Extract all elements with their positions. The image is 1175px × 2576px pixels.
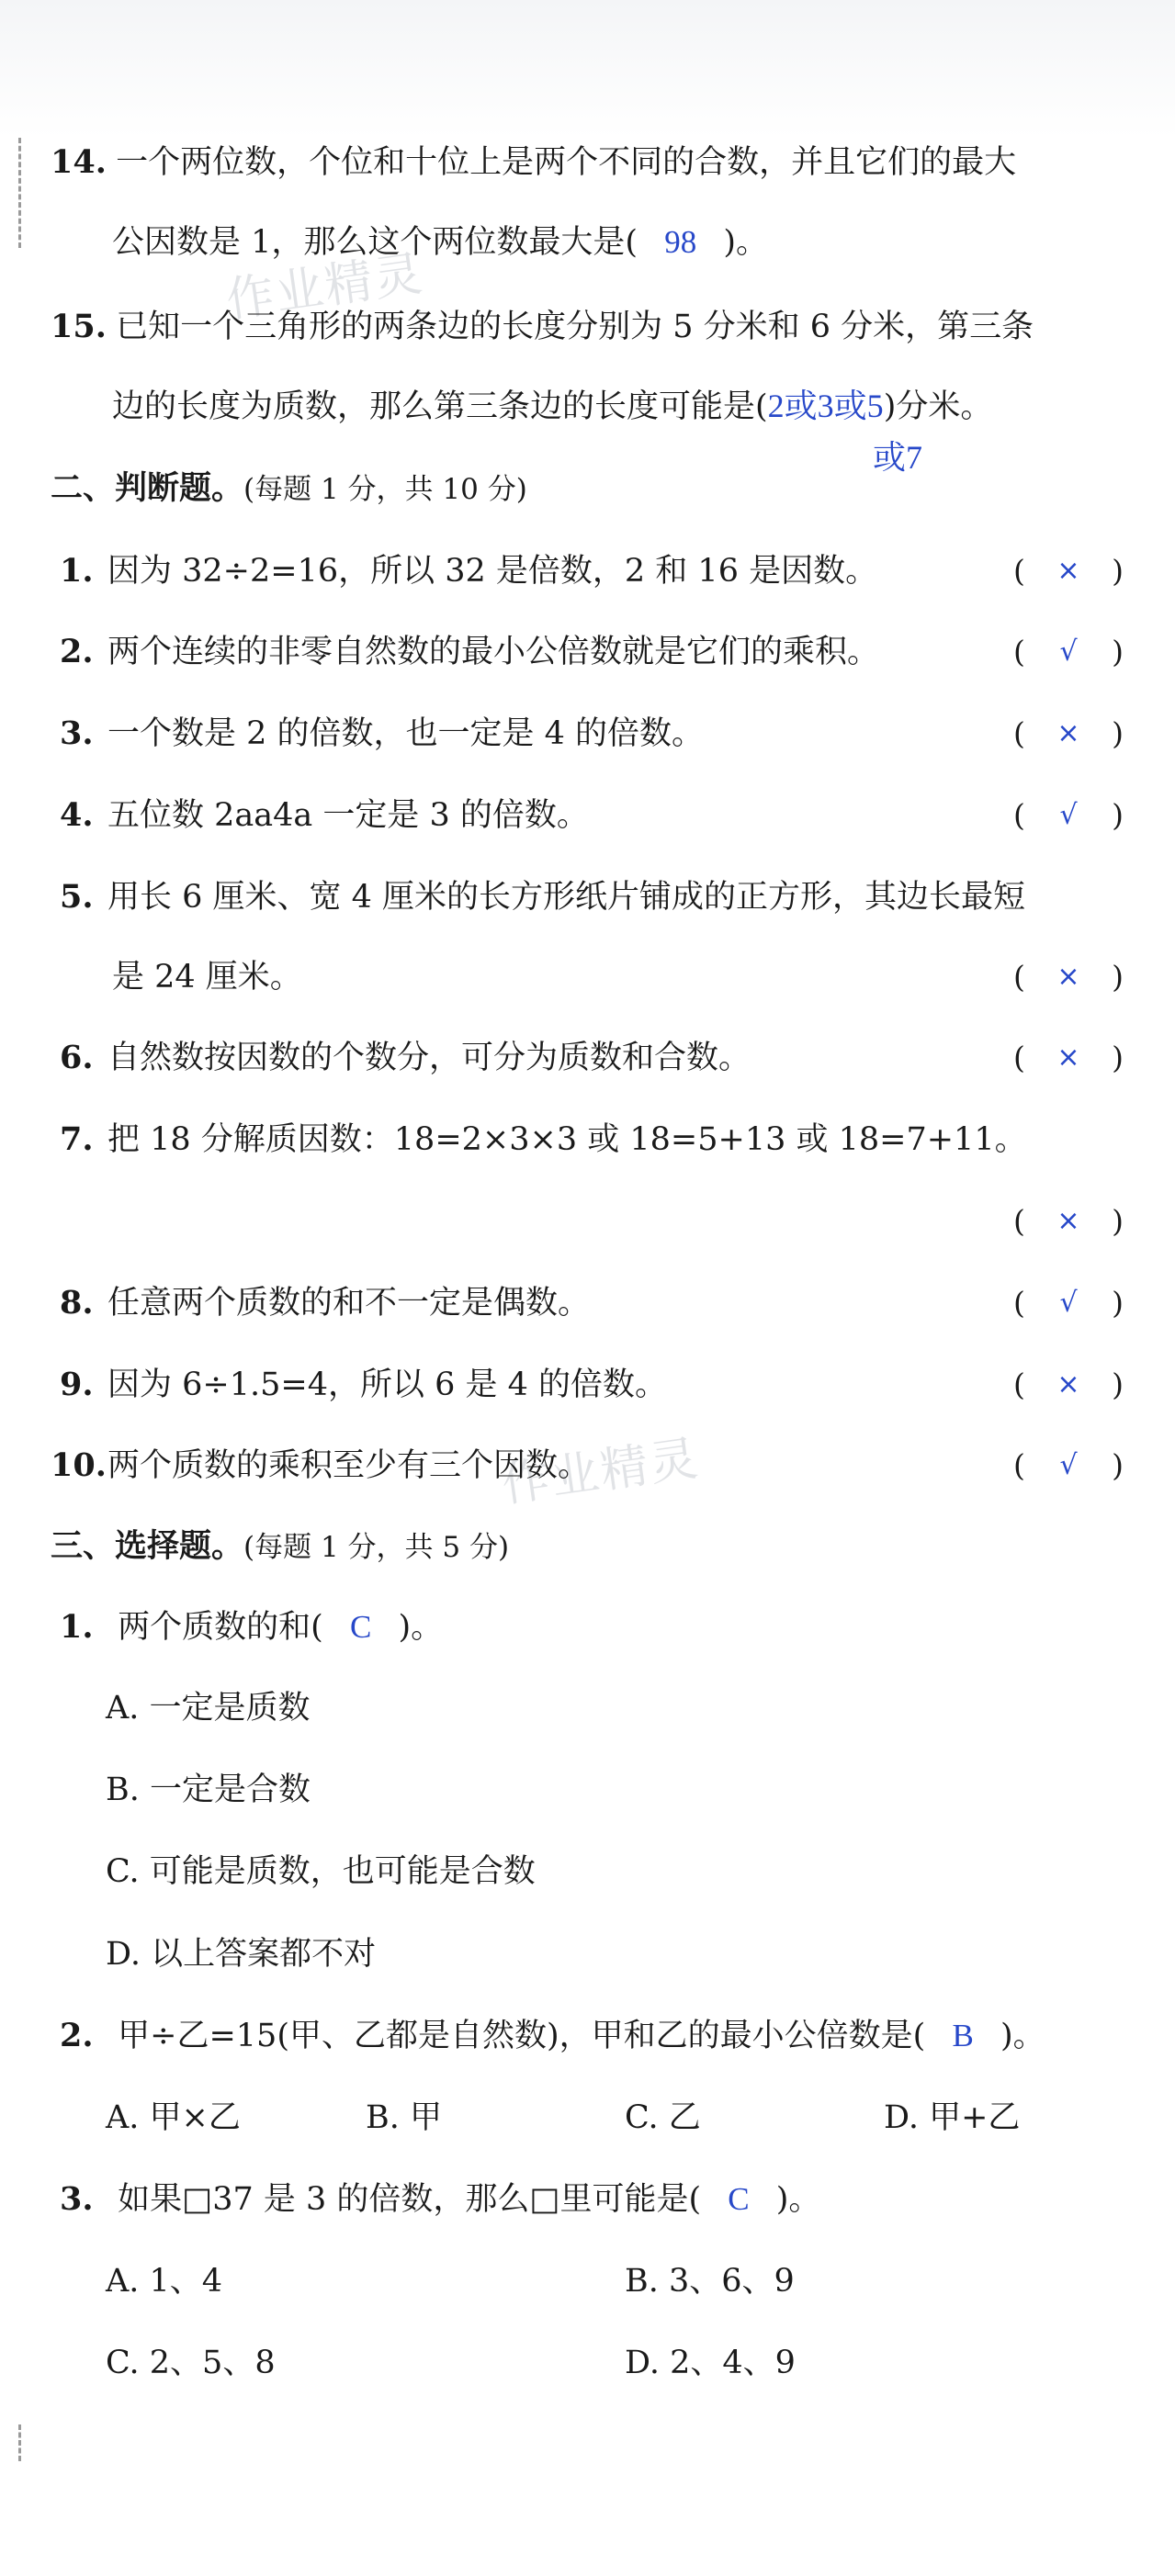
judge-item-10 [51, 1445, 590, 1486]
question-15-line2 [112, 386, 992, 427]
question-number: 1. [60, 1608, 94, 1646]
paren-right: ) [1112, 1040, 1124, 1075]
question-text: 边的长度为质数，那么第三条边的长度可能是( [112, 388, 768, 425]
top-margin [0, 0, 1175, 138]
judge-answer-10 [1013, 1445, 1124, 1486]
cross-mark-icon: × [1056, 1041, 1080, 1074]
judge-item-6 [60, 1038, 751, 1078]
watermark-top: 作业精灵 [222, 246, 427, 329]
judge-item-3 [60, 714, 704, 754]
question-text: 是 24 厘米。 [112, 959, 302, 996]
question-text: 因为 6÷1.5=4，所以 6 是 4 的倍数。 [107, 1367, 668, 1403]
question-14-line2 [112, 222, 768, 263]
judge-item-4 [60, 795, 589, 836]
choice-3-option-c: C. 2、5、8 [106, 2345, 276, 2381]
section-2-title [51, 468, 527, 510]
section-3-title [51, 1526, 509, 1568]
question-text: 两个质数的乘积至少有三个因数。 [107, 1447, 591, 1484]
section-title: 三、选择题。 [51, 1527, 244, 1565]
choice-1-option-d: D. 以上答案都不对 [106, 1936, 377, 1973]
question-number: 14. [51, 143, 107, 181]
binding-line-bottom [18, 2424, 21, 2461]
judge-answer-8 [1013, 1283, 1124, 1323]
judge-item-5-line2 [112, 957, 302, 997]
question-15-line1 [51, 307, 1034, 347]
cross-mark-icon: × [1056, 717, 1080, 749]
question-text: 两个质数的和( [118, 1609, 323, 1646]
question-text: )。 [1000, 2018, 1045, 2054]
question-number: 1. [60, 552, 94, 590]
judge-item-2 [60, 632, 879, 672]
judge-answer-1 [1013, 551, 1124, 591]
paren-left: ( [1013, 959, 1025, 995]
question-14-line1 [51, 142, 1016, 183]
question-number: 7. [60, 1120, 94, 1158]
question-number: 15. [51, 308, 107, 345]
question-number: 10. [51, 1446, 107, 1484]
judge-answer-6 [1013, 1038, 1124, 1078]
paren-right: ) [1112, 959, 1124, 995]
paren-left: ( [1013, 1040, 1025, 1075]
choice-3-stem [60, 2179, 820, 2220]
paren-right: ) [1112, 1367, 1124, 1402]
paren-right: ) [1112, 797, 1124, 833]
answer-handwritten-extra: 或7 [873, 439, 923, 476]
judge-item-5 [60, 877, 1025, 917]
judge-answer-3 [1013, 714, 1124, 754]
question-text: 公因数是 1，那么这个两位数最大是( [112, 224, 638, 261]
choice-2-option-a: A. 甲×乙 [106, 2099, 241, 2136]
cross-mark-icon: × [1056, 1205, 1080, 1237]
watermark-middle: 作业精灵 [498, 1431, 703, 1513]
check-mark-icon: √ [1059, 1449, 1078, 1481]
paren-right: ) [1112, 715, 1124, 751]
choice-3-option-b: B. 3、6、9 [625, 2263, 795, 2300]
choice-1-option-b: B. 一定是合数 [106, 1772, 311, 1808]
judge-answer-4 [1013, 795, 1124, 836]
choice-1-option-a: A. 一定是质数 [106, 1690, 311, 1727]
question-number: 5. [60, 878, 94, 916]
question-number: 2. [60, 633, 94, 670]
paren-left: ( [1013, 1203, 1025, 1239]
question-text: 因为 32÷2=16，所以 32 是倍数，2 和 16 是因数。 [107, 553, 878, 590]
question-text: 自然数按因数的个数分，可分为质数和合数。 [107, 1040, 751, 1076]
paren-left: ( [1013, 1367, 1025, 1402]
paren-left: ( [1013, 1447, 1025, 1483]
paren-right: ) [1112, 553, 1124, 589]
section-title: 二、判断题。 [51, 469, 244, 507]
cross-mark-icon: × [1056, 1368, 1080, 1400]
cross-mark-icon: × [1056, 961, 1080, 993]
answer-choice: C [728, 2181, 750, 2217]
paren-left: ( [1013, 797, 1025, 833]
judge-item-1 [60, 551, 877, 591]
choice-2-option-c: C. 乙 [625, 2099, 701, 2136]
question-text: )分米。 [883, 388, 993, 425]
answer-handwritten: 2或3或5 [767, 388, 884, 424]
choice-3-option-a: A. 1、4 [106, 2263, 223, 2300]
paren-left: ( [1013, 634, 1025, 669]
question-text: 甲÷乙=15(甲、乙都是自然数)，甲和乙的最小公倍数是( [118, 2018, 926, 2054]
question-number: 3. [60, 2180, 94, 2218]
check-mark-icon: √ [1059, 1287, 1078, 1319]
paren-right: ) [1112, 1285, 1124, 1321]
question-number: 6. [60, 1039, 94, 1076]
judge-item-8 [60, 1283, 590, 1323]
question-text: 两个连续的非零自然数的最小公倍数就是它们的乘积。 [107, 634, 880, 670]
answer-choice: C [349, 1609, 372, 1645]
cross-mark-icon: × [1056, 555, 1080, 587]
judge-item-9 [60, 1365, 667, 1405]
question-text: 如果□37 是 3 的倍数，那么□里可能是( [118, 2181, 702, 2218]
question-text: 一个两位数，个位和十位上是两个不同的合数，并且它们的最大 [116, 144, 1017, 181]
answer-98: 98 [664, 224, 697, 260]
judge-answer-5 [1013, 957, 1124, 997]
choice-2-option-b: B. 甲 [366, 2099, 442, 2136]
question-text: 任意两个质数的和不一定是偶数。 [107, 1285, 591, 1322]
question-number: 2. [60, 2017, 94, 2054]
check-mark-icon: √ [1059, 799, 1078, 831]
question-number: 8. [60, 1284, 94, 1322]
question-text: )。 [723, 224, 768, 261]
question-text: )。 [775, 2181, 821, 2218]
section-note: (每题 1 分，共 10 分) [243, 473, 527, 506]
check-mark-icon: √ [1059, 636, 1078, 668]
question-text: 已知一个三角形的两条边的长度分别为 5 分米和 6 分米，第三条 [116, 309, 1034, 345]
paren-right: ) [1112, 1447, 1124, 1483]
choice-3-option-d: D. 2、4、9 [625, 2345, 796, 2381]
answer-choice: B [952, 2018, 974, 2053]
paren-left: ( [1013, 1285, 1025, 1321]
judge-answer-7 [1013, 1201, 1124, 1242]
choice-1-option-c: C. 可能是质数，也可能是合数 [106, 1853, 536, 1890]
paren-right: ) [1112, 634, 1124, 669]
question-number: 3. [60, 714, 94, 752]
paren-left: ( [1013, 715, 1025, 751]
choice-2-stem [60, 2016, 1045, 2056]
judge-answer-2 [1013, 632, 1124, 672]
question-text: 五位数 2aa4a 一定是 3 的倍数。 [107, 797, 589, 834]
question-number: 9. [60, 1366, 94, 1403]
question-text: 把 18 分解质因数：18=2×3×3 或 18=5+13 或 18=7+11。 [107, 1121, 1027, 1158]
choice-1-stem [60, 1607, 443, 1648]
question-text: )。 [398, 1609, 444, 1646]
choice-2-option-d: D. 甲+乙 [884, 2099, 1021, 2136]
judge-answer-9 [1013, 1365, 1124, 1405]
binding-line-top [18, 138, 21, 248]
section-note: (每题 1 分，共 5 分) [243, 1531, 510, 1564]
question-number: 4. [60, 796, 94, 834]
question-text: 用长 6 厘米、宽 4 厘米的长方形纸片铺成的正方形，其边长最短 [107, 879, 1026, 916]
judge-item-7 [60, 1119, 1027, 1160]
paren-left: ( [1013, 553, 1025, 589]
paren-right: ) [1112, 1203, 1124, 1239]
question-text: 一个数是 2 的倍数，也一定是 4 的倍数。 [107, 715, 705, 752]
